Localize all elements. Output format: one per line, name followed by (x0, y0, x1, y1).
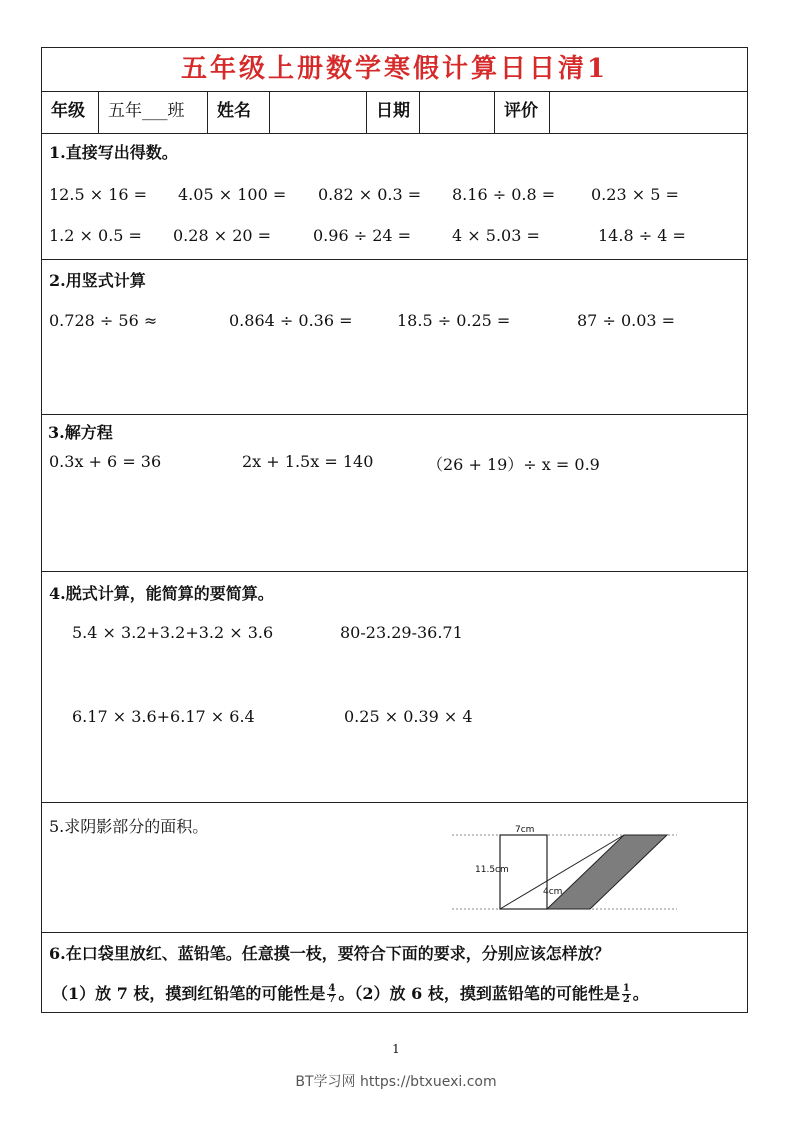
oral-item: 0.28 × 20 = (173, 226, 272, 245)
oral-item: 12.5 × 16 = (49, 185, 148, 204)
eval-label: 评价 (495, 91, 550, 133)
grade-label: 年级 (42, 91, 99, 133)
equation-item: 0.3x + 6 = 36 (49, 452, 162, 471)
worksheet (41, 47, 748, 1013)
equation-item: 2x + 1.5x = 140 (242, 452, 374, 471)
oral-item: 14.8 ÷ 4 = (598, 226, 686, 245)
section-6-parts (52, 981, 649, 1005)
info-row (42, 91, 747, 134)
label-height: 11.5cm (475, 865, 509, 875)
vertical-calc-item: 87 ÷ 0.03 = (577, 311, 676, 330)
oral-item: 0.96 ÷ 24 = (313, 226, 412, 245)
oral-item: 4.05 × 100 = (178, 185, 287, 204)
section-4-heading: 4.脱式计算，能简算的要简算。 (49, 584, 274, 603)
section-5-heading: 5.求阴影部分的面积。 (49, 817, 209, 836)
grade-value: 五年___班 (99, 91, 208, 133)
eval-field (550, 91, 747, 133)
section-5 (42, 803, 747, 933)
section-6-heading: 6.在口袋里放红、蓝铅笔。任意摸一枝，要符合下面的要求，分别应该怎样放？ (49, 944, 610, 963)
oral-item: 4 × 5.03 = (452, 226, 540, 245)
label-top: 7cm (515, 825, 535, 835)
oral-item: 0.82 × 0.3 = (318, 185, 422, 204)
fraction-4-7: $\frac{4}{7}$ (328, 983, 336, 1005)
separator: 。 (338, 984, 355, 1003)
step-calc-item: 6.17 × 3.6+6.17 × 6.4 (72, 707, 255, 726)
footer-watermark: BT学习网 https://btxuexi.com (295, 1074, 497, 1090)
date-field (420, 91, 495, 133)
vertical-calc-item: 0.728 ÷ 56 ≈ (49, 311, 158, 330)
fraction-1-2: $\frac{1}{2}$ (622, 983, 630, 1005)
worksheet-title: 五年级上册数学寒假计算日日清1 (42, 48, 747, 92)
label-base: 4cm (543, 887, 563, 897)
oral-item: 1.2 × 0.5 = (49, 226, 142, 245)
shaded-area-figure (442, 821, 702, 931)
section-3 (42, 415, 747, 572)
oral-item: 0.23 × 5 = (591, 185, 679, 204)
shaded-parallelogram (547, 835, 667, 909)
step-calc-item: 0.25 × 0.39 × 4 (344, 707, 473, 726)
part2-text: （2）放 6 枝，摸到蓝铅笔的可能性是 (354, 984, 620, 1003)
vertical-calc-item: 18.5 ÷ 0.25 = (397, 311, 511, 330)
section-6 (42, 933, 747, 1012)
end-mark: 。 (632, 984, 649, 1003)
equation-item: （26 + 19）÷ x = 0.9 (427, 455, 600, 474)
section-2-heading: 2.用竖式计算 (49, 271, 146, 290)
page-number: 1 (392, 1042, 400, 1056)
part1-text: （1）放 7 枝，摸到红铅笔的可能性是 (52, 984, 326, 1003)
oral-item: 8.16 ÷ 0.8 = (452, 185, 556, 204)
name-field (270, 91, 367, 133)
step-calc-item: 80-23.29-36.71 (340, 623, 463, 642)
section-3-heading: 3.解方程 (48, 423, 113, 442)
vertical-calc-item: 0.864 ÷ 0.36 = (229, 311, 353, 330)
section-2 (42, 260, 747, 415)
name-label: 姓名 (208, 91, 270, 133)
section-4 (42, 572, 747, 803)
step-calc-item: 5.4 × 3.2+3.2+3.2 × 3.6 (72, 623, 274, 642)
section-1-heading: 1.直接写出得数。 (49, 143, 178, 162)
section-1 (42, 133, 747, 260)
date-label: 日期 (367, 91, 420, 133)
